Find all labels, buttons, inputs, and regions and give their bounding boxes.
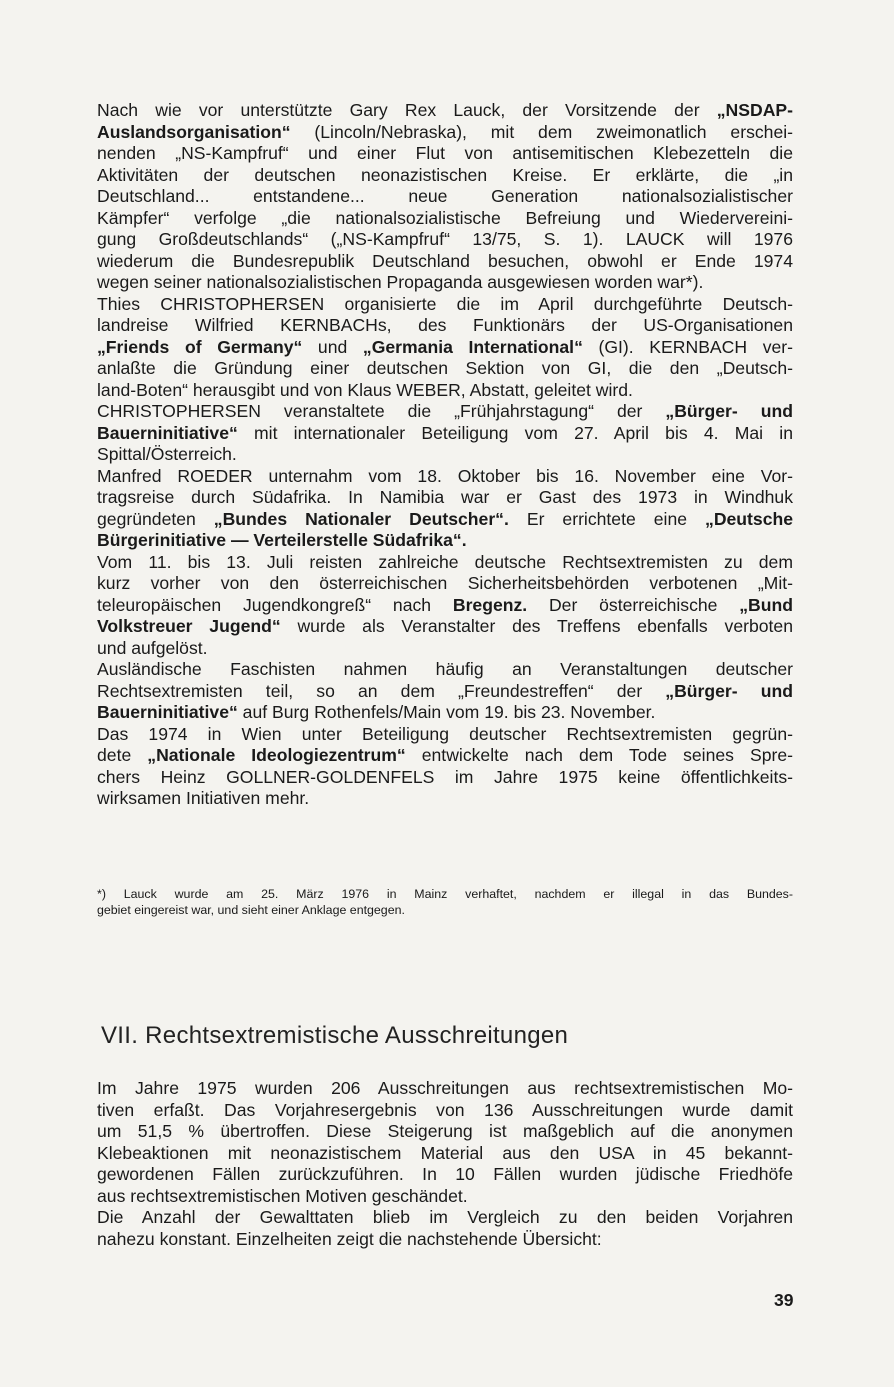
text-segment: entwickelte nach dem Tode seines Spre- xyxy=(405,745,793,765)
text-line xyxy=(97,315,793,337)
text-segment: Vom 11. bis 13. Juli reisten zahlreiche deutsche Rechtsextremisten zu dem xyxy=(97,551,793,572)
text-line xyxy=(97,902,793,918)
text-segment: chers Heinz GOLLNER-GOLDENFELS im Jahre 1975 keine öffentlichkeits- xyxy=(97,766,793,787)
text-line xyxy=(97,165,793,187)
text-segment: *) Lauck wurde am 25. März 1976 in Mainz verhaftet, nachdem er illegal in das Bundes- xyxy=(97,887,793,901)
page-number: 39 xyxy=(774,1290,794,1310)
paragraph xyxy=(97,466,793,552)
text-line xyxy=(97,659,793,681)
bold-text: „Bundes Nationaler Deutscher“. xyxy=(213,508,509,529)
text-segment: Klebeaktionen mit neonazistischem Material aus den USA in 45 bekannt- xyxy=(97,1142,793,1163)
text-segment: gebiet eingereist war, und sieht einer Anklage entgegen. xyxy=(97,903,405,917)
text-line xyxy=(97,466,793,488)
text-line xyxy=(97,552,793,574)
text-segment: Im Jahre 1975 wurden 206 Ausschreitungen aus rechtsextremistischen Mo- xyxy=(97,1078,793,1098)
text-segment: aus rechtsextremistischen Motiven geschändet. xyxy=(97,1185,468,1206)
paragraph xyxy=(97,659,793,724)
text-segment: wirksamen Initiativen mehr. xyxy=(97,788,310,808)
text-segment: Aktivitäten der deutschen neonazistischen Kreise. Er erklärte, die „in xyxy=(97,164,793,185)
text-segment: Er errichtete eine xyxy=(508,508,706,529)
text-line xyxy=(97,186,793,208)
bold-text: „Bürger- und xyxy=(665,401,793,421)
bold-text: Bauerninitiative“ xyxy=(97,422,238,443)
text-line xyxy=(97,702,793,724)
text-line xyxy=(97,1100,793,1122)
text-line xyxy=(97,638,793,660)
text-line xyxy=(97,595,793,617)
paragraph xyxy=(97,552,793,660)
text-line xyxy=(97,358,793,380)
bold-text: „Germania International“ xyxy=(362,336,583,357)
text-segment: gewordenen Fällen zurückzuführen. In 10 Fällen wurden jüdische Friedhöfe xyxy=(97,1164,793,1184)
text-segment: Das 1974 in Wien unter Beteiligung deutscher Rechtsextremisten gegrün- xyxy=(97,723,793,744)
text-line xyxy=(97,208,793,230)
text-segment: Rechtsextremisten teil, so an dem „Freundestreffen“ der xyxy=(97,680,666,701)
text-line xyxy=(97,681,793,703)
section-heading: VII. Rechtsextremistische Ausschreitungen xyxy=(101,1022,569,1049)
text-segment: teleuropäischen Jugendkongreß“ nach xyxy=(97,594,453,615)
text-line xyxy=(97,1078,793,1100)
text-segment: Deutschland... entstandene... neue Generation nationalsozialistischer xyxy=(97,186,793,206)
text-segment: auf Burg Rothenfels/Main vom 19. bis 23. November. xyxy=(237,702,656,722)
text-line xyxy=(97,100,793,122)
bold-text: Bauerninitiative“ xyxy=(97,702,238,722)
text-line xyxy=(97,143,793,165)
text-segment: Kämpfer“ verfolge „die nationalsozialistische Befreiung und Wiedervereini- xyxy=(97,207,793,228)
text-segment: Ausländische Faschisten nahmen häufig an Veranstaltungen deutscher xyxy=(97,659,793,679)
text-segment: und aufgelöst. xyxy=(97,637,208,658)
paragraph xyxy=(97,724,793,810)
text-segment: dete xyxy=(97,745,148,765)
text-line xyxy=(97,745,793,767)
bold-text: „Friends of Germany“ xyxy=(97,336,303,357)
bold-text: „Bund xyxy=(739,594,793,615)
text-line xyxy=(97,1164,793,1186)
text-line xyxy=(97,616,793,638)
text-segment: und xyxy=(302,336,363,357)
bold-text: Bregenz. xyxy=(452,594,528,615)
text-line xyxy=(97,294,793,316)
text-line xyxy=(97,251,793,273)
text-segment: nenden „NS-Kampfruf“ und einer Flut von antisemitischen Klebezetteln die xyxy=(97,143,793,163)
text-segment: gung Großdeutschlands“ („NS-Kampfruf“ 13/75, S. 1). LAUCK will 1976 xyxy=(97,229,793,249)
text-segment: gegründeten xyxy=(97,508,214,529)
bold-text: „NSDAP- xyxy=(716,100,793,120)
section-body xyxy=(97,1078,793,1250)
text-line xyxy=(97,122,793,144)
text-segment: wegen seiner nationalsozialistischen Propaganda ausgewiesen worden war*). xyxy=(97,272,704,292)
text-segment: Thies CHRISTOPHERSEN organisierte die im April durchgeführte Deutsch- xyxy=(97,293,793,314)
text-line xyxy=(97,229,793,251)
text-line xyxy=(97,337,793,359)
text-line xyxy=(97,444,793,466)
text-line xyxy=(97,1186,793,1208)
text-segment: mit internationaler Beteiligung vom 27. April bis 4. Mai in xyxy=(237,422,793,443)
text-line xyxy=(97,272,793,294)
text-segment: um 51,5 % übertroffen. Diese Steigerung ist maßgeblich auf die anonymen xyxy=(97,1121,793,1141)
bold-text: Bürgerinitiative — Verteilerstelle Südafrika“. xyxy=(97,530,467,550)
text-segment: Manfred ROEDER unternahm vom 18. Oktober bis 16. November eine Vor- xyxy=(97,465,793,486)
text-segment: kurz vorher von den österreichischen Sicherheitsbehörden verbotenen „Mit- xyxy=(97,573,793,593)
text-line xyxy=(97,1143,793,1165)
text-segment: tragsreise durch Südafrika. In Namibia war er Gast des 1973 in Windhuk xyxy=(97,487,793,507)
text-segment: landreise Wilfried KERNBACHs, des Funktionärs der US-Organisationen xyxy=(97,315,793,335)
text-segment: tiven erfaßt. Das Vorjahresergebnis von 136 Ausschreitungen wurde damit xyxy=(97,1099,793,1120)
footnote xyxy=(97,886,793,918)
text-line xyxy=(97,724,793,746)
text-segment: wiederum die Bundesrepublik Deutschland besuchen, obwohl er Ende 1974 xyxy=(97,250,793,271)
text-line xyxy=(97,380,793,402)
bold-text: „Nationale Ideologiezentrum“ xyxy=(147,745,406,765)
text-line xyxy=(97,573,793,595)
text-segment: Die Anzahl der Gewalttaten blieb im Vergleich zu den beiden Vorjahren xyxy=(97,1207,793,1227)
text-segment: Nach wie vor unterstützte Gary Rex Lauck, der Vorsitzende der xyxy=(97,100,717,120)
text-segment: CHRISTOPHERSEN veranstaltete die „Frühjahrstagung“ der xyxy=(97,401,666,421)
text-segment: anlaßte die Gründung einer deutschen Sektion von GI, die den „Deutsch- xyxy=(97,358,793,378)
paragraph xyxy=(97,401,793,466)
text-line xyxy=(97,767,793,789)
text-segment: Der österreichische xyxy=(527,594,740,615)
paragraph xyxy=(97,1078,793,1207)
paragraph xyxy=(97,294,793,402)
paragraph xyxy=(97,100,793,294)
text-line xyxy=(97,1207,793,1229)
body-text xyxy=(97,100,793,810)
text-line xyxy=(97,530,793,552)
bold-text: Auslandsorganisation“ xyxy=(97,121,291,142)
text-line xyxy=(97,886,793,902)
text-segment: land-Boten“ herausgibt und von Klaus WEBER, Abstatt, geleitet wird. xyxy=(97,379,633,400)
text-line xyxy=(97,1121,793,1143)
bold-text: „Bürger- und xyxy=(665,680,793,701)
text-segment: (GI). KERNBACH ver- xyxy=(582,336,794,357)
text-line xyxy=(97,401,793,423)
bold-text: „Deutsche xyxy=(705,508,794,529)
text-segment: Spittal/Österreich. xyxy=(97,444,237,464)
text-segment: nahezu konstant. Einzelheiten zeigt die nachstehende Übersicht: xyxy=(97,1228,602,1249)
text-line xyxy=(97,509,793,531)
text-line xyxy=(97,423,793,445)
paragraph xyxy=(97,1207,793,1250)
bold-text: Volkstreuer Jugend“ xyxy=(97,616,281,636)
text-line xyxy=(97,487,793,509)
text-line xyxy=(97,788,793,810)
text-line xyxy=(97,1229,793,1251)
text-segment: wurde als Veranstalter des Treffens ebenfalls verboten xyxy=(280,616,793,636)
text-segment: (Lincoln/Nebraska), mit dem zweimonatlich erschei- xyxy=(290,121,793,142)
